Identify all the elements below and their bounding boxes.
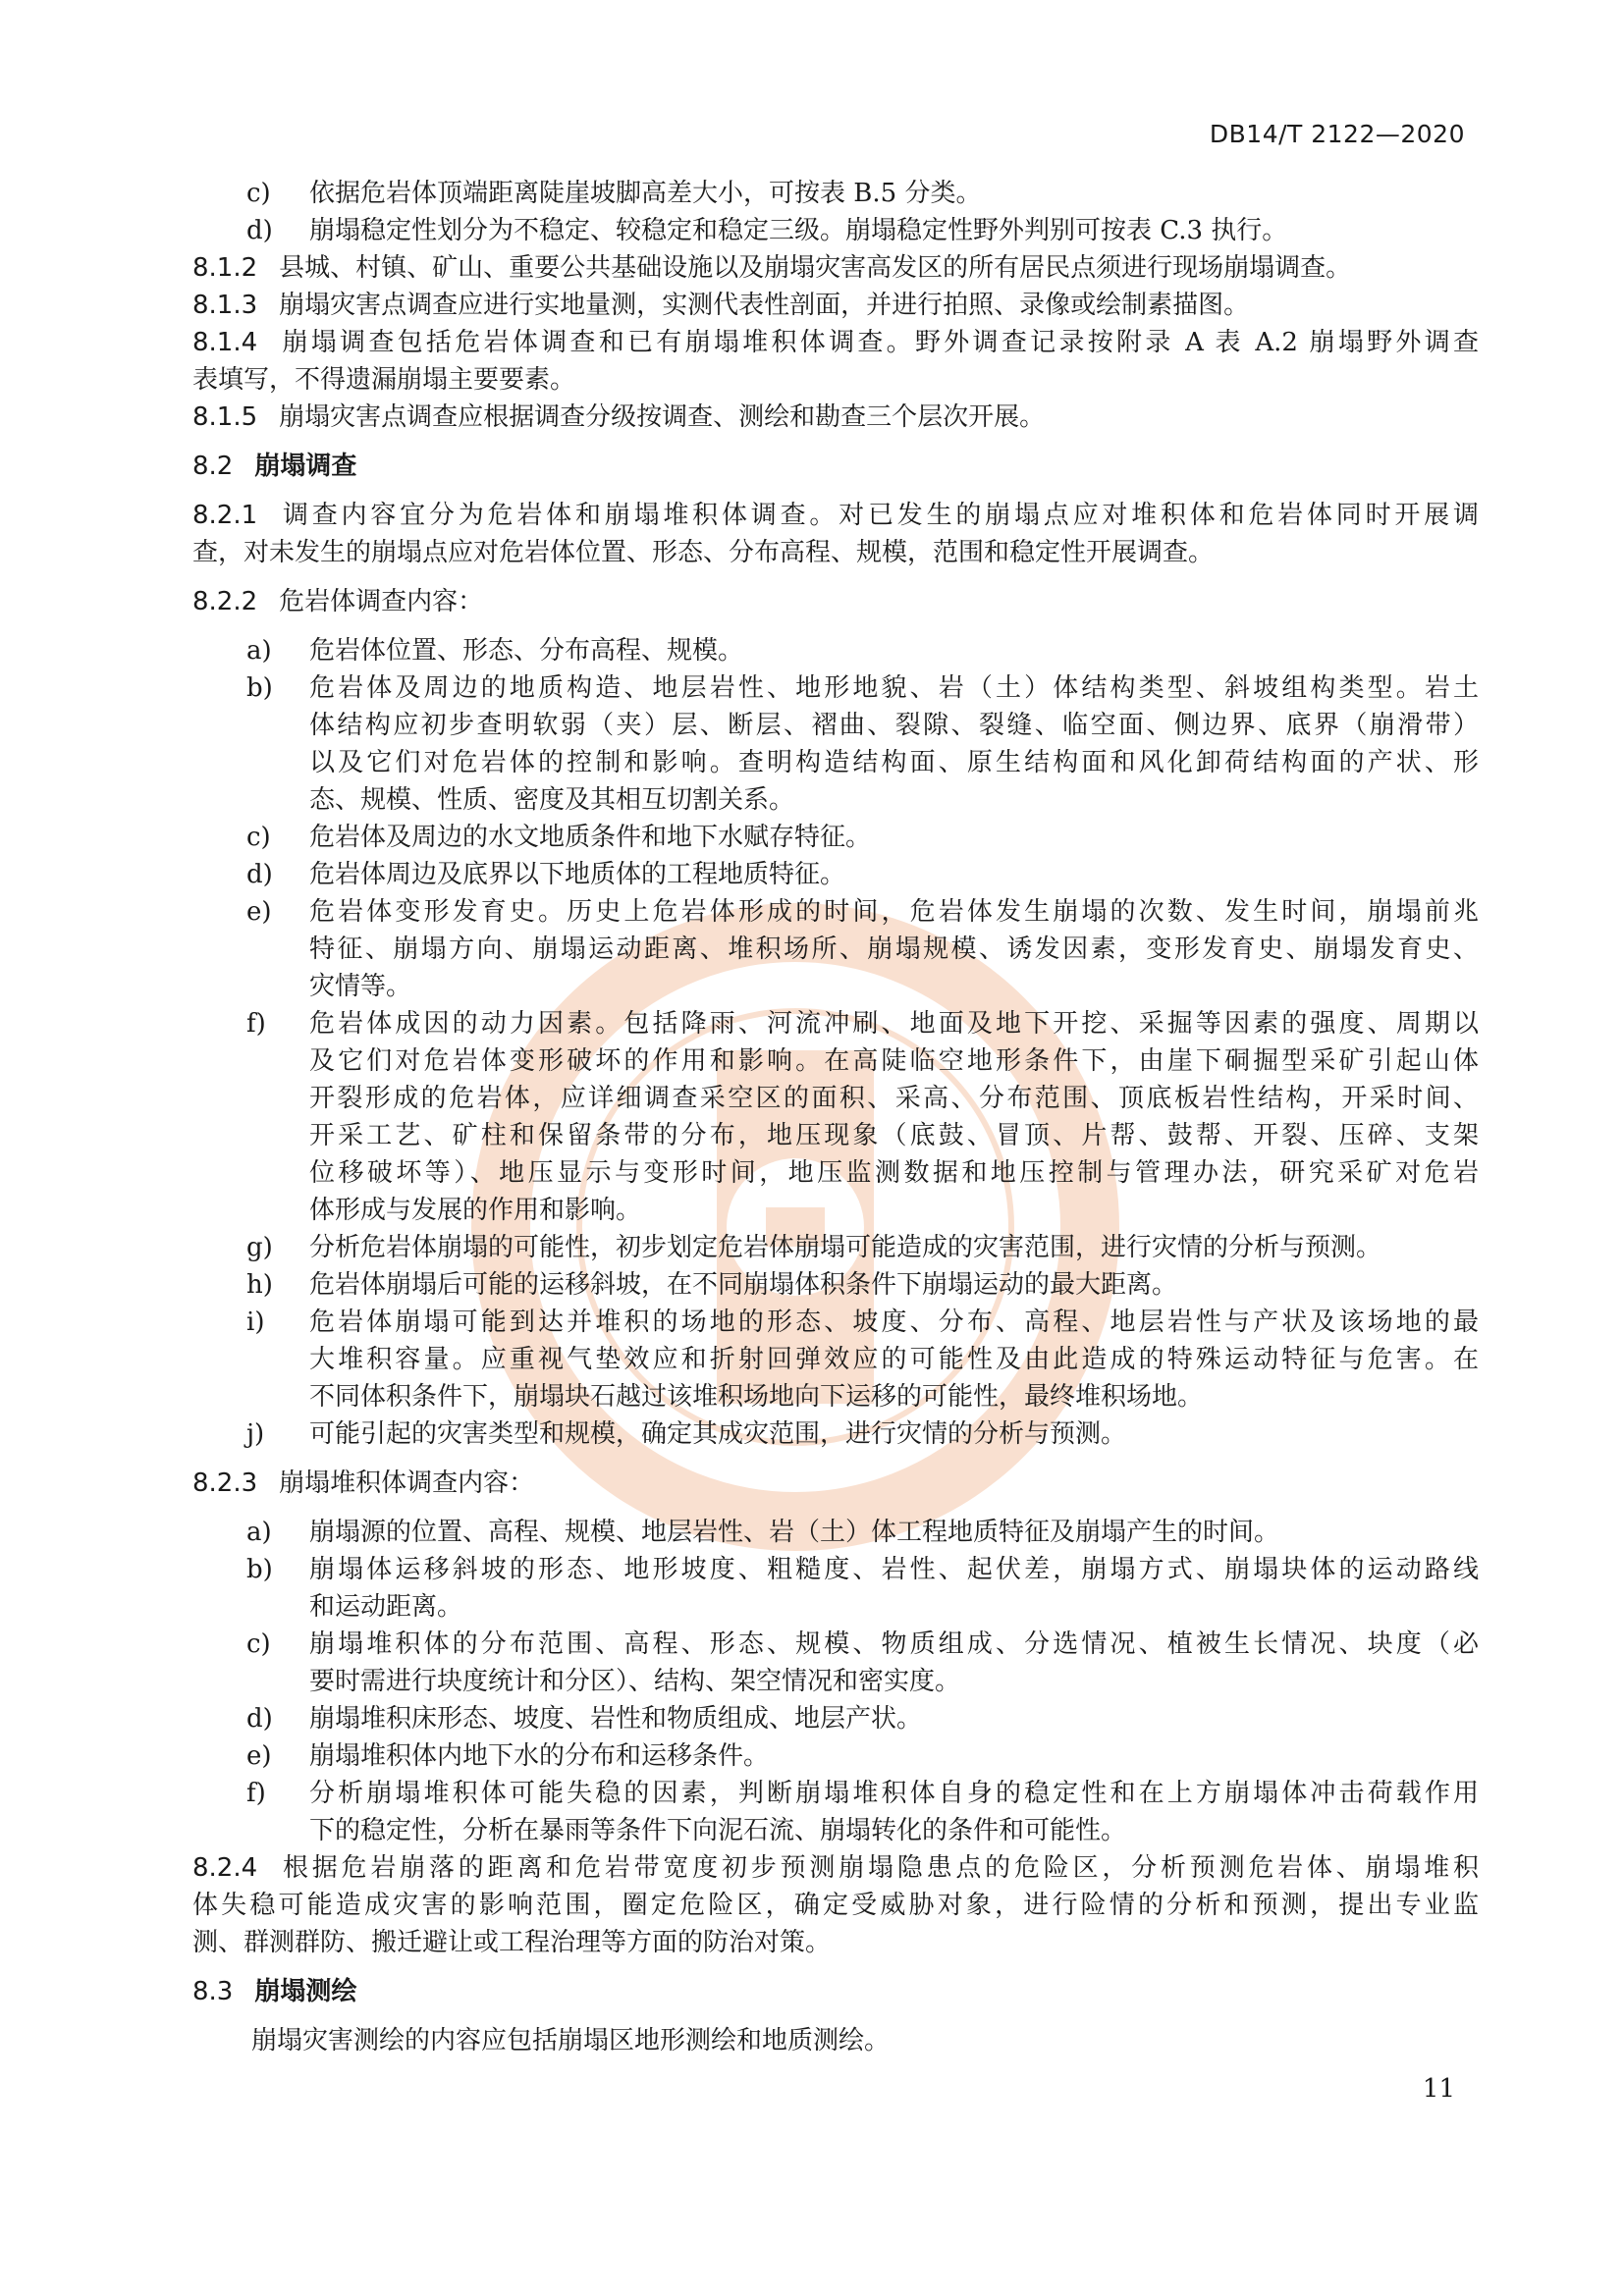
clause-text: 查，对未发生的崩塌点应对危岩体位置、形态、分布高程、规模，范围和稳定性开展调查。 xyxy=(192,538,1215,567)
item-label: j) xyxy=(246,1419,265,1449)
section-number: 8.2 xyxy=(192,452,234,481)
item-label: c) xyxy=(246,1629,271,1659)
item-line: 特征、崩塌方向、崩塌运动距离、堆积场所、崩塌规模、诱发因素，变形发育史、崩塌发育史、 xyxy=(309,934,1479,964)
list-item xyxy=(246,1775,1479,1849)
clause-text: 崩塌调查包括危岩体调查和已有崩塌堆积体调查。野外调查记录按附录 A 表 A.2 崩塌野外调查 xyxy=(279,328,1479,357)
item-label: b) xyxy=(246,1555,273,1584)
clause-text: 体失稳可能造成灾害的影响范围，圈定危险区，确定受威胁对象，进行险情的分析和预测，提出专业监 xyxy=(192,1891,1479,1920)
clause-text: 测、群测群防、搬迁避让或工程治理等方面的防治对策。 xyxy=(192,1928,832,1957)
document-body xyxy=(192,175,1479,2059)
item-line: 及它们对危岩体变形破坏的作用和影响。在高陡临空地形条件下，由崖下硐掘型采矿引起山体 xyxy=(309,1046,1479,1076)
item-line: 灾情等。 xyxy=(309,972,412,1001)
item-label: g) xyxy=(246,1233,273,1262)
item-line: 崩塌堆积体内地下水的分布和运移条件。 xyxy=(309,1741,770,1771)
item-line: 以及它们对危岩体的控制和影响。查明构造结构面、原生结构面和风化卸荷结构面的产状、形 xyxy=(309,748,1479,777)
clause-text: 县城、村镇、矿山、重要公共基础设施以及崩塌灾害高发区的所有居民点须进行现场崩塌调查。 xyxy=(279,253,1352,283)
list-item xyxy=(246,632,1479,669)
clause-line xyxy=(192,1465,1479,1502)
item-line: 大堆积容量。应重视气垫效应和折射回弹效应的可能性及由此造成的特殊运动特征与危害。在 xyxy=(309,1345,1479,1374)
item-label: e) xyxy=(246,897,272,927)
item-line: 和运动距离。 xyxy=(309,1592,463,1622)
clause-number: 8.2.1 xyxy=(192,501,258,530)
item-label: c) xyxy=(246,179,271,208)
item-label: d) xyxy=(246,860,273,889)
spacer xyxy=(192,1453,1479,1465)
paragraph: 崩塌灾害测绘的内容应包括崩塌区地形测绘和地质测绘。 xyxy=(251,2026,891,2056)
clause-line xyxy=(192,361,1479,399)
item-label: d) xyxy=(246,216,273,245)
item-line: 崩塌稳定性划分为不稳定、较稳定和稳定三级。崩塌稳定性野外判别可按表 C.3 执行。 xyxy=(309,216,1288,245)
list-item xyxy=(246,1415,1479,1453)
clause-number: 8.1.4 xyxy=(192,328,258,357)
clause-text: 调查内容宜分为危岩体和崩塌堆积体调查。对已发生的崩塌点应对堆积体和危岩体同时开展调 xyxy=(279,501,1479,530)
list-item xyxy=(246,1266,1479,1304)
item-line: 危岩体位置、形态、分布高程、规模。 xyxy=(309,636,744,666)
item-label: h) xyxy=(246,1270,273,1300)
spacer xyxy=(192,571,1479,583)
spacer xyxy=(192,1502,1479,1514)
clause-line xyxy=(192,399,1479,436)
list-item xyxy=(246,1551,1479,1626)
item-line: 体结构应初步查明软弱（夹）层、断层、褶曲、裂隙、裂缝、临空面、侧边界、底界（崩滑带） xyxy=(309,711,1479,740)
clause-line xyxy=(192,583,1479,620)
item-line: 危岩体变形发育史。历史上危岩体形成的时间，危岩体发生崩塌的次数、发生时间，崩塌前兆 xyxy=(309,897,1479,927)
list-item xyxy=(246,1229,1479,1266)
item-label: a) xyxy=(246,1518,272,1547)
item-line: 危岩体及周边的地质构造、地层岩性、地形地貌、岩（土）体结构类型、斜坡组构类型。岩土 xyxy=(309,673,1479,703)
item-line: 不同体积条件下，崩塌块石越过该堆积场地向下运移的可能性，最终堆积场地。 xyxy=(309,1382,1204,1412)
item-line: 危岩体及周边的水文地质条件和地下水赋存特征。 xyxy=(309,823,872,852)
clause-text: 崩塌灾害点调查应根据调查分级按调查、测绘和勘查三个层次开展。 xyxy=(279,402,1046,432)
item-line: 依据危岩体顶端距离陡崖坡脚高差大小，可按表 B.5 分类。 xyxy=(309,179,982,208)
item-label: i) xyxy=(246,1308,265,1337)
item-line: 开采工艺、矿柱和保留条带的分布，地压现象（底鼓、冒顶、片帮、鼓帮、开裂、压碎、支架 xyxy=(309,1121,1479,1150)
item-line: 危岩体周边及底界以下地质体的工程地质特征。 xyxy=(309,860,846,889)
item-line: 危岩体崩塌可能到达并堆积的场地的形态、坡度、分布、高程、地层岩性与产状及该场地的最 xyxy=(309,1308,1479,1337)
clause-text: 崩塌堆积体调查内容： xyxy=(279,1468,535,1498)
clause-line xyxy=(192,1887,1479,1924)
section-heading xyxy=(192,1973,1479,2010)
page-number: 11 xyxy=(1422,2074,1455,2104)
item-label: f) xyxy=(246,1009,266,1039)
list-item xyxy=(246,175,1479,212)
spacer xyxy=(192,620,1479,632)
item-line: 态、规模、性质、密度及其相互切割关系。 xyxy=(309,785,795,815)
item-line: 崩塌堆积体的分布范围、高程、形态、规模、物质组成、分选情况、植被生长情况、块度（必 xyxy=(309,1629,1479,1659)
clause-number: 8.1.2 xyxy=(192,253,258,283)
item-label: d) xyxy=(246,1704,273,1734)
clause-number: 8.2.3 xyxy=(192,1468,258,1498)
list-item xyxy=(246,1005,1479,1229)
list-item xyxy=(246,669,1479,819)
clause-text: 根据危岩崩落的距离和危岩带宽度初步预测崩塌隐患点的危险区，分析预测危岩体、崩塌堆积 xyxy=(279,1853,1479,1883)
clause-text: 表填写，不得遗漏崩塌主要要素。 xyxy=(192,365,576,395)
item-line: 分析崩塌堆积体可能失稳的因素，判断崩塌堆积体自身的稳定性和在上方崩塌体冲击荷载作用 xyxy=(309,1779,1479,1808)
document-id-header: DB14/T 2122—2020 xyxy=(1209,120,1465,148)
item-line: 开裂形成的危岩体，应详细调查采空区的面积、采高、分布范围、顶底板岩性结构，开采时间、 xyxy=(309,1084,1479,1113)
item-line: 位移破坏等）、地压显示与变形时间，地压监测数据和地压控制与管理办法，研究采矿对危岩 xyxy=(309,1158,1479,1188)
list-item xyxy=(246,1737,1479,1775)
section-number: 8.3 xyxy=(192,1977,234,2006)
clause-line xyxy=(192,324,1479,361)
list-item xyxy=(246,856,1479,893)
clause-number: 8.2.4 xyxy=(192,1853,258,1883)
section-title: 崩塌测绘 xyxy=(254,1977,357,2006)
list-item xyxy=(246,1304,1479,1415)
clause-number: 8.2.2 xyxy=(192,587,258,616)
item-label: f) xyxy=(246,1779,266,1808)
item-line: 要时需进行块度统计和分区）、结构、架空情况和密实度。 xyxy=(309,1667,961,1696)
item-line: 可能引起的灾害类型和规模，确定其成灾范围，进行灾情的分析与预测。 xyxy=(309,1419,1127,1449)
clause-line xyxy=(192,1924,1479,1961)
list-item xyxy=(246,893,1479,1005)
item-label: b) xyxy=(246,673,273,703)
clause-line xyxy=(192,1849,1479,1887)
section-heading xyxy=(192,448,1479,485)
clause-line xyxy=(192,287,1479,324)
clause-number: 8.1.5 xyxy=(192,402,258,432)
clause-line xyxy=(192,534,1479,571)
list-item xyxy=(246,1700,1479,1737)
item-line: 体形成与发展的作用和影响。 xyxy=(309,1196,642,1225)
item-label: a) xyxy=(246,636,272,666)
item-label: e) xyxy=(246,1741,272,1771)
clause-line xyxy=(192,497,1479,534)
item-line: 崩塌堆积床形态、坡度、岩性和物质组成、地层产状。 xyxy=(309,1704,923,1734)
item-line: 崩塌体运移斜坡的形态、地形坡度、粗糙度、岩性、起伏差，崩塌方式、崩塌块体的运动路线 xyxy=(309,1555,1479,1584)
clause-number: 8.1.3 xyxy=(192,291,258,320)
item-line: 危岩体崩塌后可能的运移斜坡，在不同崩塌体积条件下崩塌运动的最大距离。 xyxy=(309,1270,1178,1300)
list-item xyxy=(246,819,1479,856)
item-line: 崩塌源的位置、高程、规模、地层岩性、岩（土）体工程地质特征及崩塌产生的时间。 xyxy=(309,1518,1280,1547)
clause-text: 危岩体调查内容： xyxy=(279,587,484,616)
item-line: 分析危岩体崩塌的可能性，初步划定危岩体崩塌可能造成的灾害范围，进行灾情的分析与预测。 xyxy=(309,1233,1382,1262)
clause-text: 崩塌灾害点调查应进行实地量测，实测代表性剖面，并进行拍照、录像或绘制素描图。 xyxy=(279,291,1250,320)
item-line: 下的稳定性，分析在暴雨等条件下向泥石流、崩塌转化的条件和可能性。 xyxy=(309,1816,1127,1845)
section-title: 崩塌调查 xyxy=(254,452,357,481)
list-item xyxy=(246,212,1479,249)
clause-line xyxy=(192,249,1479,287)
item-line: 危岩体成因的动力因素。包括降雨、河流冲刷、地面及地下开挖、采掘等因素的强度、周期以 xyxy=(309,1009,1479,1039)
item-label: c) xyxy=(246,823,271,852)
list-item xyxy=(246,1626,1479,1700)
list-item xyxy=(246,1514,1479,1551)
